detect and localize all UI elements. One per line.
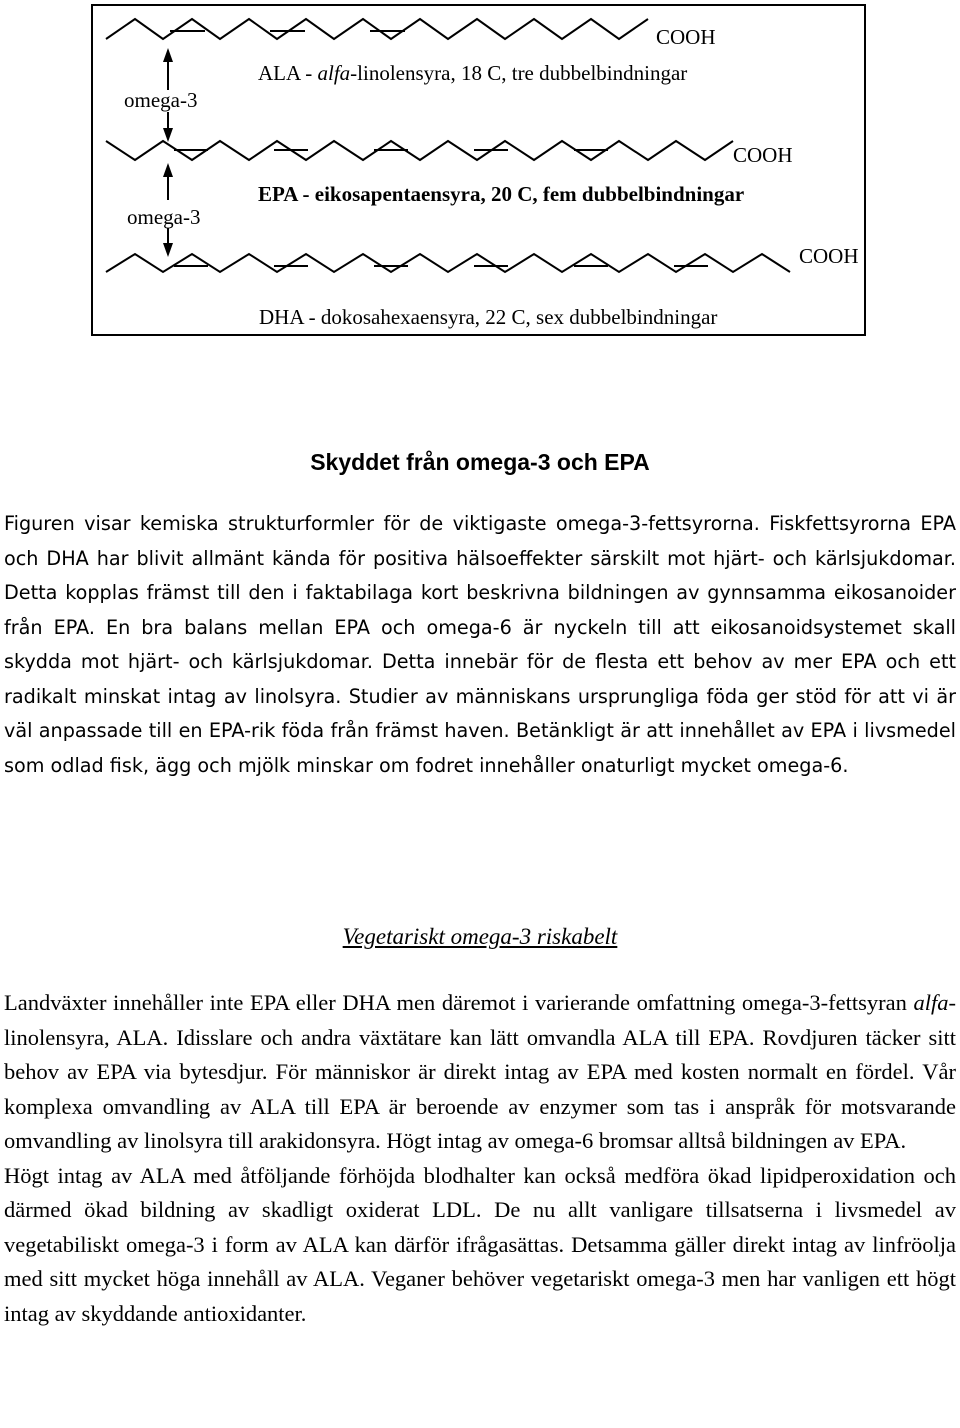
ala-name-label: ALA - alfa-linolensyra, 18 C, tre dubbelbindningar — [258, 61, 688, 85]
section1-body — [4, 507, 956, 783]
omega3-label-1: omega-3 — [124, 88, 198, 112]
dha-cooh-label: COOH — [799, 244, 859, 268]
arrow-down-icon — [163, 243, 173, 257]
dha-name-label: DHA - dokosahexaensyra, 22 C, sex dubbelbindningar — [259, 305, 718, 329]
ala-chain — [106, 19, 648, 39]
section1-paragraph: Figuren visar kemiska strukturformler för de viktigaste omega-3-fettsyrorna. Fiskfettsyrorna EPA och DHA har blivit allmänt kända för positiva hälsoeffekter särskilt mot hjärt- och kärlsjukdomar. Detta kopplas främst till den i faktabilaga kort beskrivna bildningen av gynnsamma eikosanoider från EPA. En bra balans mellan EPA och omega-6 är nyckeln till att eikosanoidsystemet skall skydda mot hjärt- och kärlsjukdomar. Detta innebär för de flesta ett behov av mer EPA och ett radikalt minskat intag av linolsyra. Studier av människans ursprungliga föda ger stöd för att vi är väl anpassade till en EPA-rik föda från främst haven. Betänkligt är att innehållet av EPA i livsmedel som odlad fisk, ägg och mjölk minskar om fodret innehåller onaturligt mycket omega-6. — [4, 512, 956, 777]
arrow-up-icon — [163, 163, 173, 177]
section2-body — [4, 986, 956, 1331]
epa-cooh-label: COOH — [733, 143, 793, 167]
fatty-acid-structures-figure — [0, 0, 960, 345]
ala-cooh-label: COOH — [656, 25, 716, 49]
arrow-down-icon — [163, 128, 173, 142]
arrow-up-icon — [163, 48, 173, 62]
epa-name-label: EPA - eikosapentaensyra, 20 C, fem dubbelbindningar — [258, 182, 745, 206]
section2-paragraph-2: Högt intag av ALA med åtföljande förhöjda blodhalter kan också medföra ökad lipidperoxidation och därmed ökad bildning av skadligt oxiderat LDL. De nu allt vanligare tillsatserna i livsmedel av vegetabiliskt omega-3 i form av ALA kan därför ifrågasättas. Detsamma gäller direkt intag av linfröolja med sitt mycket höga innehåll av ALA. Veganer behöver vegetariskt omega-3 men har vanligen ett högt intag av skyddande antioxidanter. — [4, 1162, 956, 1326]
section-title-vegetarian: Vegetariskt omega-3 riskabelt — [342, 924, 618, 949]
section2-paragraph-1: Landväxter innehåller inte EPA eller DHA men däremot i varierande omfattning omega-3-fettsyran alfa-linolensyra, ALA. Idisslare och andra växtätare kan lätt omvandla ALA till EPA. Rovdjuren täcker sitt behov av EPA via bytesdjur. För människor är direkt intag av EPA med kosten normalt en fördel. Vår komplexa omvandling av ALA till EPA är beroende av enzymer som tas i anspråk för motsvarande omvandling av linolsyra till arakidonsyra. Högt intag av omega-6 bromsar alltså bildningen av EPA. — [4, 990, 956, 1153]
dha-chain — [106, 254, 790, 272]
omega3-label-2: omega-3 — [127, 205, 201, 229]
section-title-omega3: Skyddet från omega-3 och EPA — [310, 449, 650, 475]
